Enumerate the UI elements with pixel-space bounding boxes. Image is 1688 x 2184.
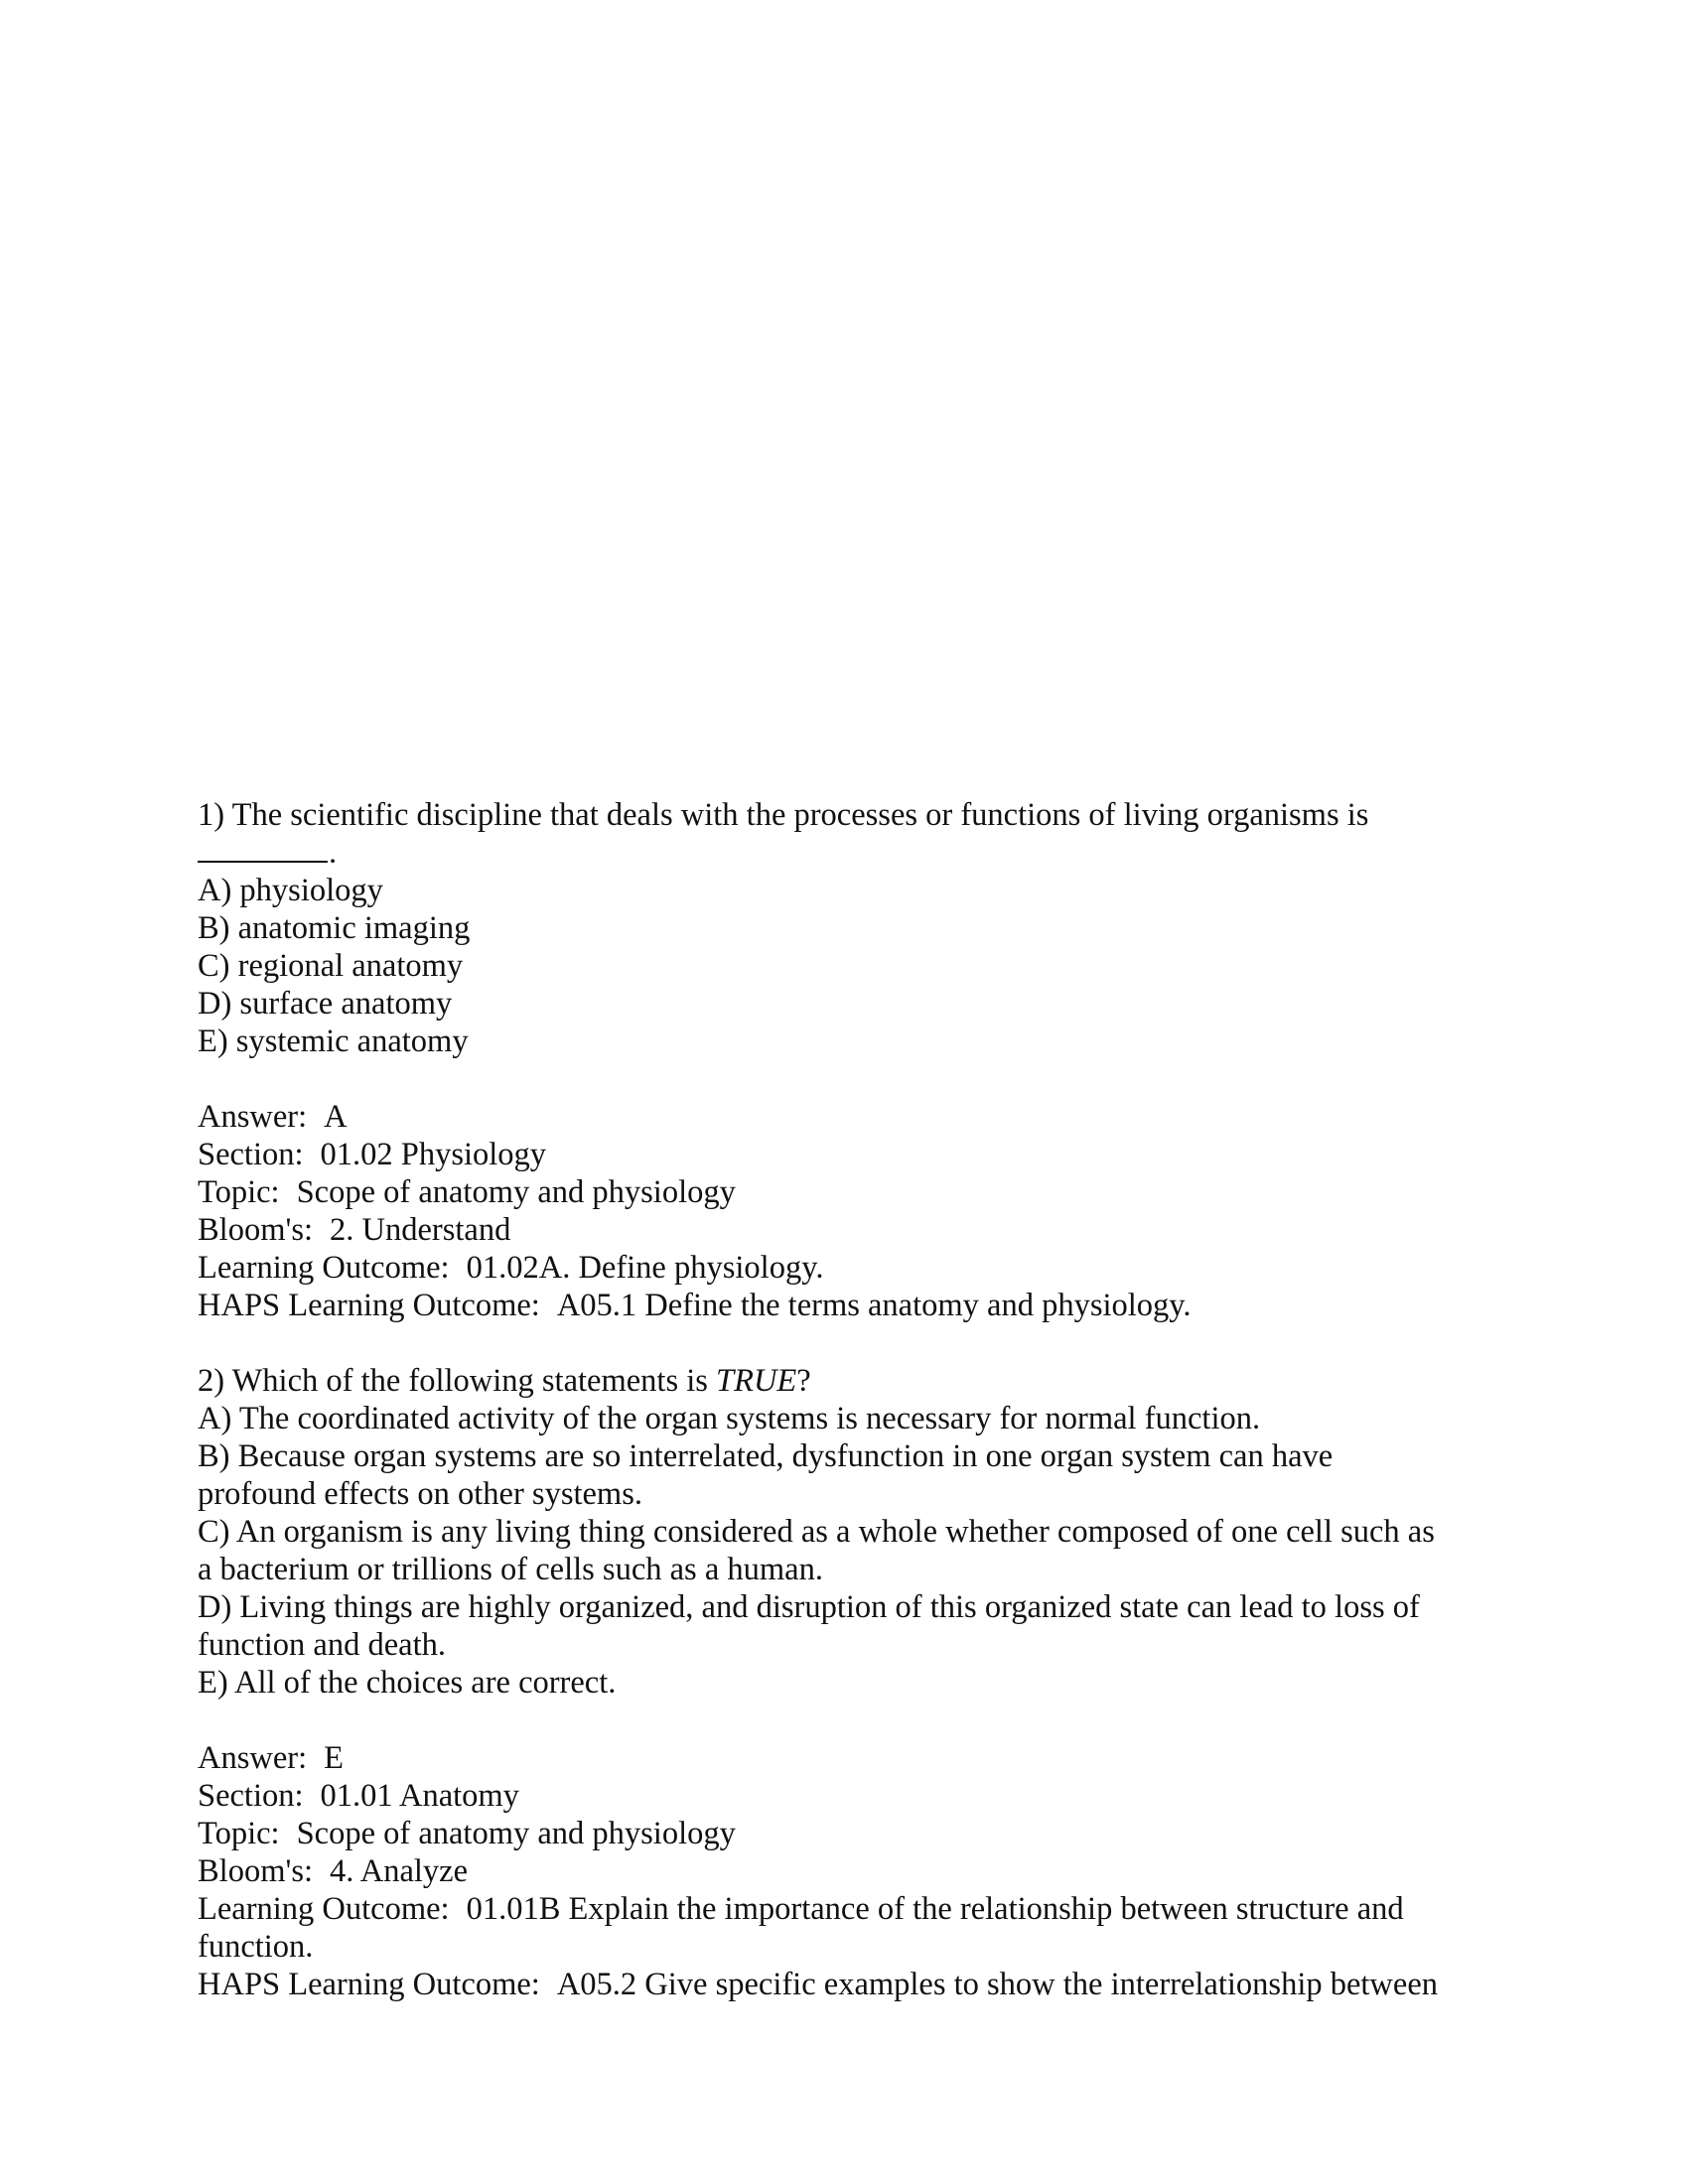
question-1-option-a: A) physiology xyxy=(198,873,383,908)
question-1-haps-outcome: HAPS Learning Outcome: A05.1 Define the terms anatomy and physiology. xyxy=(198,1288,1192,1323)
question-2-option-d-cont: function and death. xyxy=(198,1627,446,1663)
question-1-option-c: C) regional anatomy xyxy=(198,948,464,984)
answer-blank xyxy=(198,861,328,863)
question-1-blooms: Bloom's: 2. Understand xyxy=(198,1212,511,1248)
question-1-option-b: B) anatomic imaging xyxy=(198,910,471,946)
question-1-answer: Answer: A xyxy=(198,1099,348,1135)
question-2-haps-outcome: HAPS Learning Outcome: A05.2 Give specific examples to show the interrelationship between xyxy=(198,1967,1438,2002)
question-2-learning-outcome-cont: function. xyxy=(198,1929,314,1965)
question-1-option-d: D) surface anatomy xyxy=(198,986,453,1022)
question-2 xyxy=(198,1362,1508,2003)
question-1-stem: 1) The scientific discipline that deals with the processes or functions of living organisms is xyxy=(198,797,1369,833)
question-list xyxy=(198,796,1508,2003)
question-2-option-b: B) Because organ systems are so interrelated, dysfunction in one organ system can have xyxy=(198,1438,1334,1474)
question-1-blank: . xyxy=(198,834,1508,872)
question-2-section: Section: 01.01 Anatomy xyxy=(198,1778,519,1814)
question-2-option-c: C) An organism is any living thing considered as a whole whether composed of one cell such as xyxy=(198,1514,1435,1550)
question-2-option-e: E) All of the choices are correct. xyxy=(198,1665,617,1701)
question-2-topic: Topic: Scope of anatomy and physiology xyxy=(198,1816,736,1851)
emphasis-true: TRUE xyxy=(716,1363,797,1399)
question-2-option-a: A) The coordinated activity of the organ systems is necessary for normal function. xyxy=(198,1401,1261,1436)
question-1-option-e: E) systemic anatomy xyxy=(198,1024,469,1059)
question-1-section: Section: 01.02 Physiology xyxy=(198,1137,547,1172)
question-2-answer: Answer: E xyxy=(198,1740,344,1776)
question-2-stem: 2) Which of the following statements is TRUE? xyxy=(198,1363,811,1399)
question-2-blooms: Bloom's: 4. Analyze xyxy=(198,1853,469,1889)
question-1-learning-outcome: Learning Outcome: 01.02A. Define physiology. xyxy=(198,1250,824,1286)
question-2-option-d: D) Living things are highly organized, and disruption of this organized state can lead to loss of xyxy=(198,1589,1420,1625)
question-2-learning-outcome: Learning Outcome: 01.01B Explain the importance of the relationship between structure and xyxy=(198,1891,1404,1927)
question-1-topic: Topic: Scope of anatomy and physiology xyxy=(198,1174,736,1210)
question-2-option-b-cont: profound effects on other systems. xyxy=(198,1476,642,1512)
question-2-option-c-cont: a bacterium or trillions of cells such as a human. xyxy=(198,1552,823,1587)
question-1 xyxy=(198,796,1508,1324)
